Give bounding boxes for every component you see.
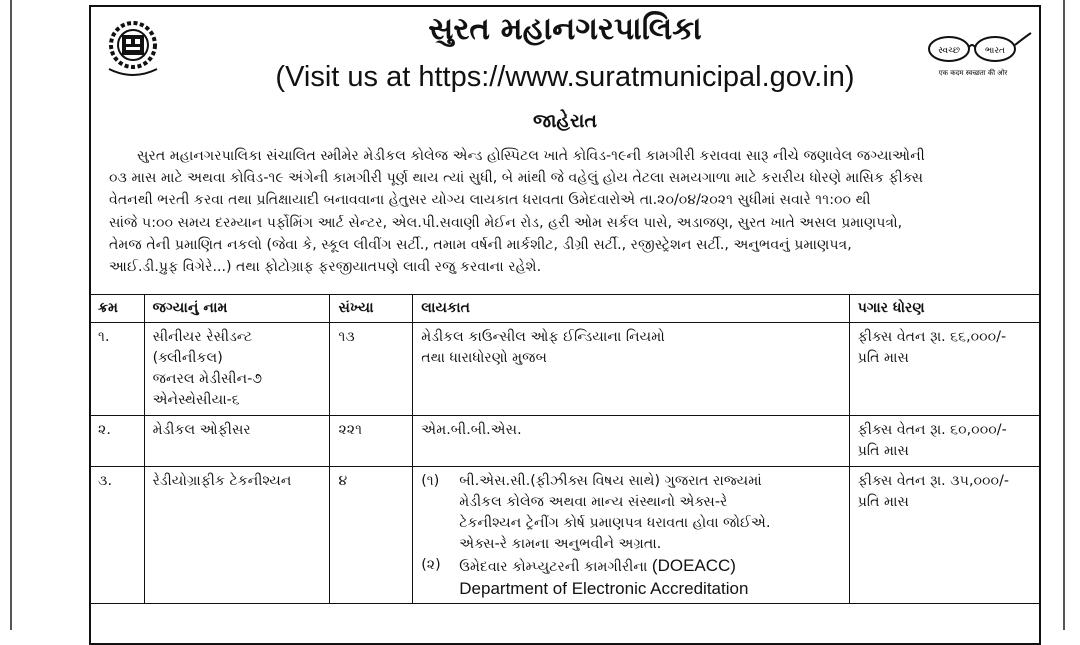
header-qualification: લાયકાત bbox=[413, 295, 849, 323]
cell-post-name bbox=[144, 323, 330, 416]
post-name-line: સીનીયર રેસીડન્ટ bbox=[152, 329, 253, 345]
vacancy-table bbox=[89, 294, 1041, 604]
qualification-line: Department of Electronic Accreditation bbox=[459, 579, 749, 598]
post-name-line: એનેસ્થેસીયા-૬ bbox=[152, 392, 240, 408]
swachh-tagline: एक कदम स्वच्छता की ओर bbox=[938, 69, 1008, 77]
intro-line: સુરત મહાનગરપાલિકા સંચાલિત સ્મીમેર મેડીકલ કોલેજ એન્ડ હોસ્પિટલ ખાતે કોવિડ-૧૯ની કામગીરી કરાવવા સારૂ નીચે જણાવેલ જગ્યાઓની bbox=[137, 148, 925, 164]
header-count: સંખ્યા bbox=[330, 295, 413, 323]
post-name-line: (ક્લીનીકલ) bbox=[152, 350, 223, 366]
qualification-line: મેડીકલ કોલેજ અથવા માન્ય સંસ્થાનો એક્સ-રે bbox=[459, 494, 728, 510]
cell-count: ૨૨૧ bbox=[330, 416, 413, 467]
intro-line: સાંજે ૫:૦૦ સમય દરમ્યાન પર્ફોમિંગ આર્ટ સેન્ટર, એલ.પી.સવાણી મેઈન રોડ, હરી ઓમ સર્કલ પાસે, અડાજણ, સુરત ખાતે અસલ પ્રમાણપત્રો, bbox=[109, 214, 903, 231]
post-name-line: રેડીયોગ્રાફીક ટેકનીશ્યન bbox=[152, 473, 292, 489]
table-header-row bbox=[90, 295, 1041, 323]
intro-line: ૦૩ માસ માટે અથવા કોવિડ-૧૯ અંગેની કામગીરી પૂર્ણ થાય ત્યાં સુધી, બે માંથી જે વહેલું હોય તેટલા સમયગાળા માટે કરારીય ધોરણે માસિક ફીક્સ bbox=[109, 170, 924, 187]
header-post-name: જગ્યાનું નામ bbox=[144, 295, 330, 323]
intro-line: વેતનથી ભરતી કરવા તથા પ્રતિક્ષાયાદી બનાવવાના હેતુસર યોગ્ય લાયકાત ધરાવતા ઉમેદવારોએ તા.૨૦/૦૪/૨૦૨૧ સુધીમાં સવારે ૧૧:૦૦ થી bbox=[109, 192, 871, 209]
qualification-line: બી.એસ.સી.(ફીઝીક્સ વિષય સાથે) ગુજરાત રાજ્યમાં bbox=[459, 473, 762, 489]
table-row bbox=[90, 323, 1041, 416]
page-edge-left bbox=[10, 0, 12, 630]
pay-line: ફીક્સ વેતન રૂા. ૬૦,૦૦૦/- bbox=[857, 422, 1007, 438]
cell-count: ૧૩ bbox=[330, 323, 413, 416]
pay-line: પ્રતિ માસ bbox=[857, 443, 910, 459]
swachh-bharat-spectacles-logo bbox=[921, 29, 1033, 85]
page-title: સુરત મહાનગરપાલિકા bbox=[428, 11, 702, 47]
cell-post-name bbox=[144, 416, 330, 467]
website-url: (Visit us at https://www.suratmunicipal.gov.in) bbox=[275, 61, 855, 93]
cell-pay bbox=[849, 323, 1040, 416]
notice-heading: જાહેરાત bbox=[532, 110, 598, 132]
advertisement-frame bbox=[89, 5, 1041, 645]
header-pay-scale: પગાર ધોરણ bbox=[849, 295, 1040, 323]
qualification-line: તથા ધારાધોરણો મુજબ bbox=[421, 350, 547, 366]
qualification-line bbox=[459, 555, 748, 578]
cell-pay bbox=[849, 467, 1040, 604]
qualification-line: મેડીકલ કાઉન્સીલ ઓફ ઈન્ડિયાના નિયમો bbox=[421, 329, 665, 345]
cell-pay bbox=[849, 416, 1040, 467]
swachh-left-text: સ્વચ્છ bbox=[938, 46, 960, 56]
intro-line: આઈ.ડી.પ્રુફ વિગેરે...) તથા ફોટોગ્રાફ ફરજીયાતપણે લાવી રજુ કરવાના રહેશે. bbox=[109, 259, 542, 276]
pay-line: ફીક્સ વેતન રૂા. ૬૬,૦૦૦/- bbox=[857, 329, 1007, 345]
cell-count: ૪ bbox=[330, 467, 413, 604]
cell-qualification bbox=[413, 416, 849, 467]
qualification-item bbox=[421, 555, 840, 599]
qualification-item-number: (૨) bbox=[421, 557, 441, 573]
cell-qualification bbox=[413, 467, 849, 604]
table-row bbox=[90, 416, 1041, 467]
qualification-item-number: (૧) bbox=[421, 473, 440, 489]
cell-serial: ૩. bbox=[90, 467, 145, 604]
qualification-line: ટેકનીશ્યન ટ્રેનીંગ કોર્ષ પ્રમાણપત્ર ધરાવતા હોવા જોઈએ. bbox=[459, 515, 771, 531]
cell-post-name bbox=[144, 467, 330, 604]
cell-serial: ૨. bbox=[90, 416, 145, 467]
header-serial: ક્રમ bbox=[90, 295, 145, 323]
post-name-line: મેડીકલ ઓફીસર bbox=[152, 422, 251, 438]
cell-qualification bbox=[413, 323, 849, 416]
page-edge-right bbox=[1063, 0, 1065, 630]
intro-paragraph bbox=[109, 145, 1029, 278]
table-row bbox=[90, 467, 1041, 604]
swachh-right-text: ભારત bbox=[984, 46, 1006, 56]
intro-line: તેમજ તેની પ્રમાણિત નકલો (જેવા કે, સ્કૂલ લીવીંગ સર્ટી., તમામ વર્ષની માર્કશીટ, ડીગ્રી સર્ટી., રજીસ્ટ્રેશન સર્ટી., અનુભવનું પ્રમાણપત્ર, bbox=[109, 236, 852, 253]
qualification-item bbox=[421, 471, 840, 555]
pay-line: પ્રતિ માસ bbox=[857, 494, 910, 510]
pay-line: ફીક્સ વેતન રૂા. ૩૫,૦૦૦/- bbox=[857, 473, 1009, 489]
post-name-line: જનરલ મેડીસીન-૭ bbox=[152, 371, 263, 387]
cell-serial: ૧. bbox=[90, 323, 145, 416]
qualification-text: ઉમેદવાર કોમ્પ્યુટરની કામગીરીના bbox=[459, 559, 648, 575]
qualification-acronym: (DOEACC) bbox=[651, 556, 736, 575]
qualification-line: એક્સ-રે કામના અનુભવીને અગ્રતા. bbox=[459, 536, 662, 552]
qualification-line: એમ.બી.બી.એસ. bbox=[421, 422, 522, 438]
pay-line: પ્રતિ માસ bbox=[857, 350, 910, 366]
